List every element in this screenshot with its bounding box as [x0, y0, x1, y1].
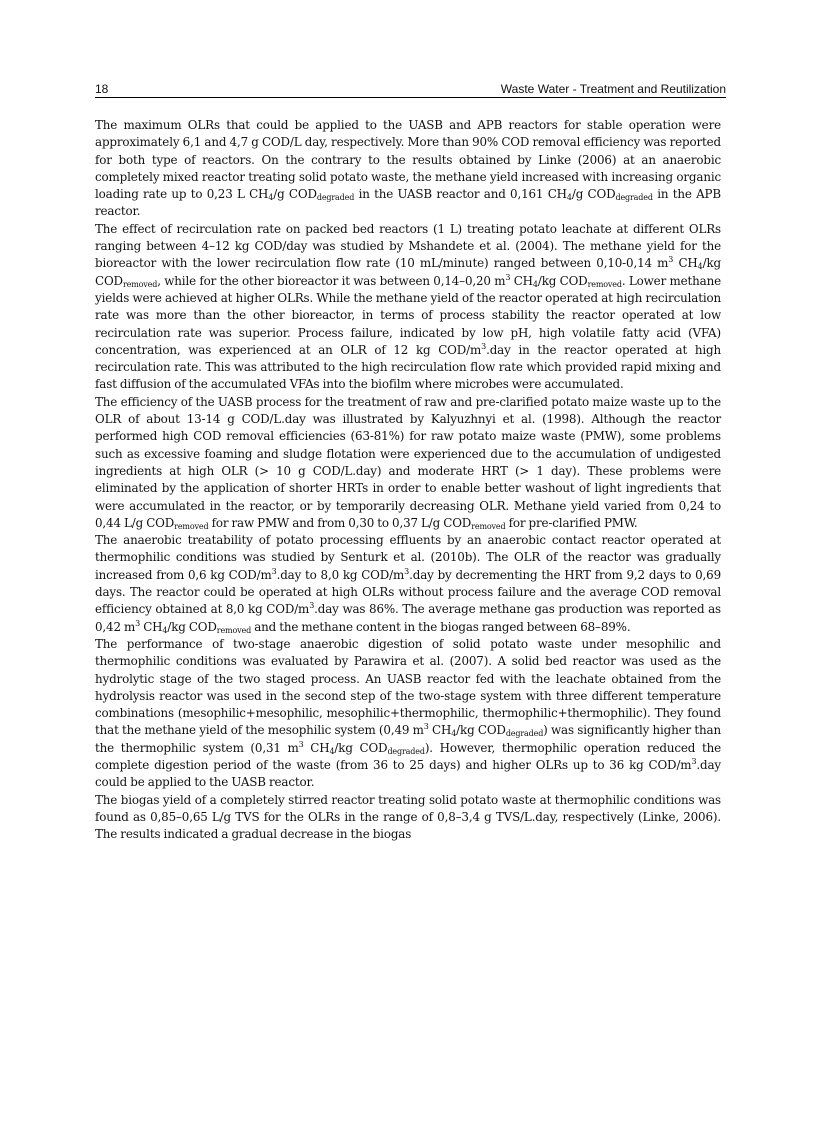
- paragraph-olr-uasb-apb: The maximum OLRs that could be applied to the UASB and APB reactors for stable operation were approximately 6,1 and 4,7 g COD/L day, respectively. More than 90% COD removal efficiency was reported for both type of reactors. On the contrary to the results obtained by Linke (2006) at an anaerobic completely mixed reactor treating solid potato waste, the methane yield increased with increasing organic loading rate up to 0,23 L $CH_4/g$ $COD_{degraded}$ in the UASB reactor and 0,161 $CH_4/g$ $COD_{degraded}$ in the APB reactor.: [95, 118, 721, 219]
- paragraph-biogas-yield: The biogas yield of a completely stirred reactor treating solid potato waste at thermophilic conditions was found as 0,85–0,65 L/g TVS for the OLRs in the range of 0,8–3,4 g TVS/L.day, respectively (Linke, 2006). The results indicated a gradual decrease in the biogas: [95, 792, 721, 842]
- page-header: [95, 82, 726, 98]
- paragraph-two-stage-digestion: The performance of two-stage anaerobic digestion of solid potato waste under mesophilic and thermophilic conditions was evaluated by Parawira et al. (2007). A solid bed reactor was used as the hydrolytic stage of the two staged process. An UASB reactor fed with the leachate obtained from the hydrolysis reactor was used in the second step of the two-stage system with three different temperature combinations (mesophilic+mesophilic, mesophilic+thermophilic, thermophilic+thermophilic). They found that the methane yield of the mesophilic system (0,49 $m^3$ $CH_4/kg$ $COD_{degraded}$) was significantly higher than the thermophilic system (0,31 $m^3$ $CH_4/kg$ $COD_{degraded}$). However, thermophilic operation reduced the complete digestion period of the waste (from 36 to 25 days) and higher OLRs up to 36 kg COD/$m^3.day$ could be applied to the UASB reactor.: [95, 636, 721, 790]
- body-text: [95, 117, 721, 843]
- page-number: 18: [95, 82, 109, 96]
- paragraph-uasb-potato-maize: The efficiency of the UASB process for the treatment of raw and pre-clarified potato maize waste up to the OLR of about 13-14 g COD/L.day was illustrated by Kalyuzhnyi et al. (1998). Although the reactor performed high COD removal efficiencies (63-81%) for raw potato maize waste (PMW), some problems such as excessive foaming and sludge flotation were experienced due to the accumulation of undigested ingredients at high OLR (> 10 g COD/L.day) and moderate HRT (> 1 day). These problems were eliminated by the application of shorter HRTs in order to enable better washout of light ingredients that were accumulated in the reactor, or by temporarily decreasing OLR. Methane yield varied from 0,24 to 0,44 L/g $COD_{removed}$ for raw PMW and from 0,30 to 0,37 L/g $COD_{removed}$ for pre-clarified PMW.: [95, 394, 721, 531]
- paragraph-anaerobic-contact-reactor: The anaerobic treatability of potato processing effluents by an anaerobic contact reactor operated at thermophilic conditions was studied by Senturk et al. (2010b). The OLR of the reactor was gradually increased from 0,6 kg COD/$m^3.day$ to 8,0 kg COD/$m^3.day$ by decrementing the HRT from 9,2 days to 0,69 days. The reactor could be operated at high OLRs without process failure and the average COD removal efficiency obtained at 8,0 kg COD/$m^3.day$ was 86%. The average methane gas production was reported as 0,42 $m^3$ $CH_4/kg$ $COD_{removed}$ and the methane content in the biogas ranged between 68–89%.: [95, 533, 721, 635]
- paragraph-recirculation-rate: The effect of recirculation rate on packed bed reactors (1 L) treating potato leachate at different OLRs ranging between 4–12 kg COD/day was studied by Mshandete et al. (2004). The methane yield for the bioreactor with the lower recirculation flow rate (10 mL/minute) ranged between 0,10-0,14 $m^3$ $CH_4/kg$ $COD_{removed}$, while for the other bioreactor it was between 0,14–0,20 $m^3$ $CH_4/kg$ $COD_{removed}$. Lower methane yields were achieved at higher OLRs. While the methane yield of the reactor operated at high recirculation rate was more than the other bioreactor, in terms of process stability the reactor operated at low recirculation rate was superior. Process failure, indicated by low pH, high volatile fatty acid (VFA) concentration, was experienced at an OLR of 12 kg COD/$m^3.day$ in the reactor operated at high recirculation rate. This was attributed to the high recirculation flow rate which provided rapid mixing and fast diffusion of the accumulated VFAs into the biofilm where microbes were accumulated.: [95, 221, 721, 392]
- running-title: Waste Water - Treatment and Reutilization: [500, 82, 726, 96]
